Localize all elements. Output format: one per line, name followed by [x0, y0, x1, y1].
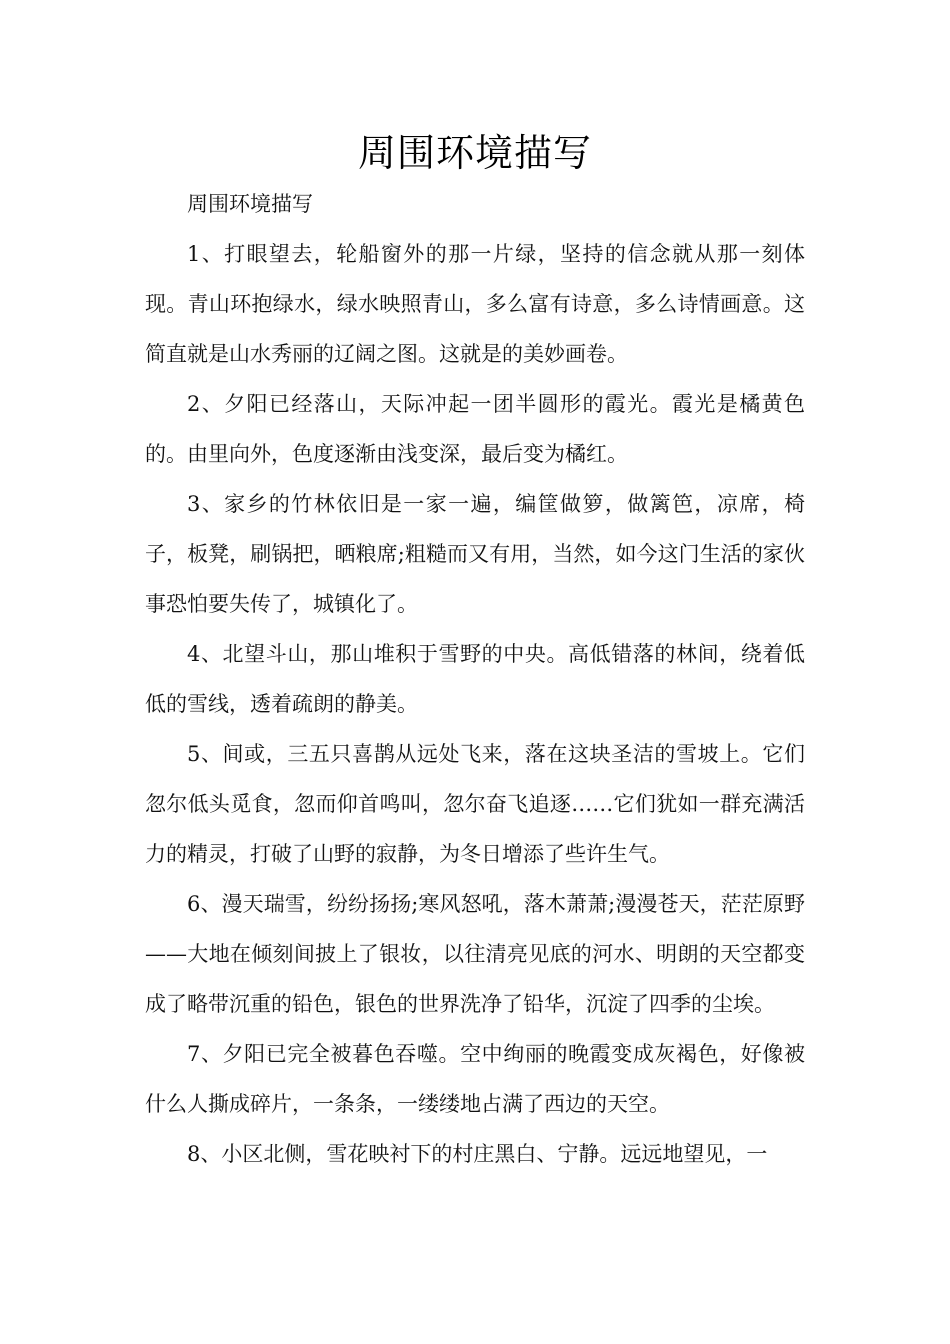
paragraph-1: 1、打眼望去，轮船窗外的那一片绿，坚持的信念就从那一刻体现。青山环抱绿水，绿水映照青山，多么富有诗意，多么诗情画意。这简直就是山水秀丽的辽阔之图。这就是的美妙画卷。	[145, 242, 805, 366]
paragraph-3: 3、家乡的竹林依旧是一家一遍，编筐做箩，做篱笆，凉席，椅子，板凳，刷锅把，晒粮席;粗糙而又有用，当然，如今这门生活的家伙事恐怕要失传了，城镇化了。	[145, 492, 805, 616]
paragraph-4: 4、北望斗山，那山堆积于雪野的中央。高低错落的林间，绕着低低的雪线，透着疏朗的静美。	[145, 642, 805, 716]
paragraph-6: 6、漫天瑞雪，纷纷扬扬;寒风怒吼，落木萧萧;漫漫苍天，茫茫原野——大地在倾刻间披上了银妆，以往清亮见底的河水、明朗的天空都变成了略带沉重的铅色，银色的世界洗净了铅华，沉淀了四季的尘埃。	[145, 892, 805, 1016]
paragraph-2: 2、夕阳已经落山，天际冲起一团半圆形的霞光。霞光是橘黄色的。由里向外，色度逐渐由浅变深，最后变为橘红。	[145, 392, 805, 466]
paragraph-7: 7、夕阳已完全被暮色吞噬。空中绚丽的晚霞变成灰褐色，好像被什么人撕成碎片，一条条，一缕缕地占满了西边的天空。	[145, 1042, 805, 1116]
document-title: 周围环境描写	[357, 131, 592, 175]
paragraph-8: 8、小区北侧，雪花映衬下的村庄黑白、宁静。远远地望见，一	[187, 1142, 768, 1166]
document-body	[145, 179, 805, 1179]
document-subtitle: 周围环境描写	[187, 192, 313, 216]
paragraph-5: 5、间或，三五只喜鹊从远处飞来，落在这块圣洁的雪坡上。它们忽尔低头觅食，忽而仰首鸣叫，忽尔奋飞追逐……它们犹如一群充满活力的精灵，打破了山野的寂静，为冬日增添了些许生气。	[145, 742, 805, 866]
